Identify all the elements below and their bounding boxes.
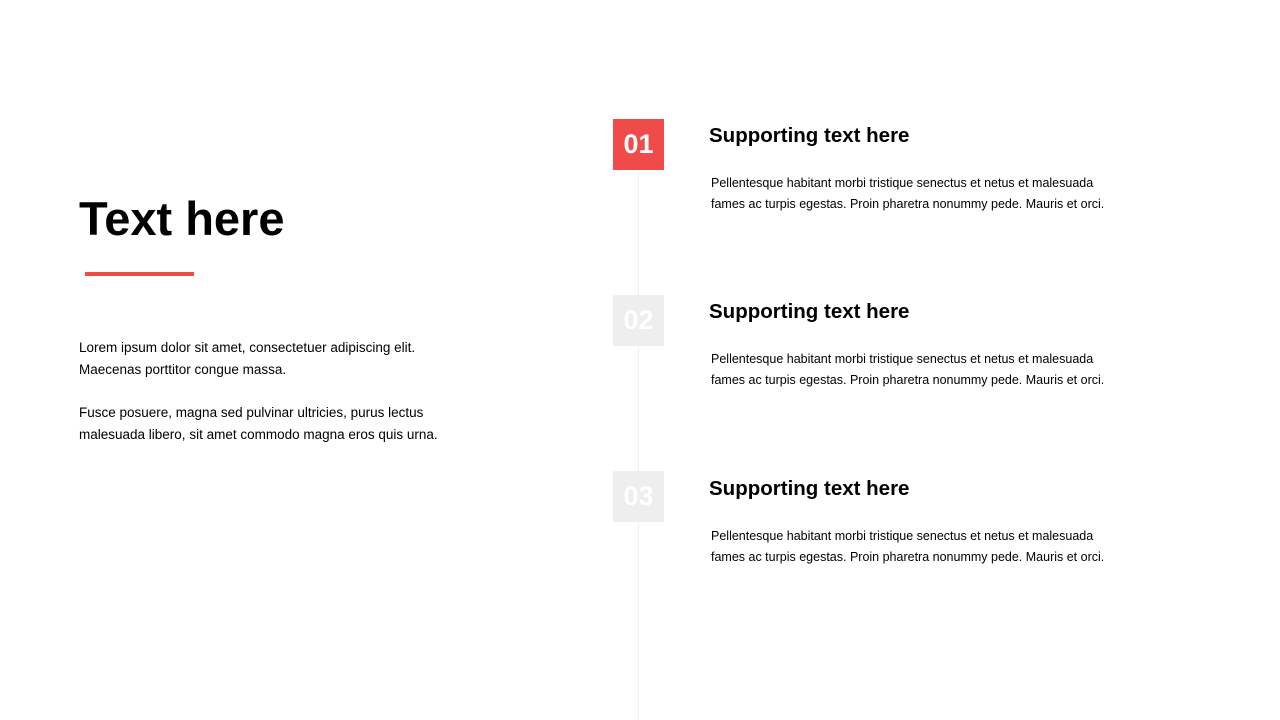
step-1-number-badge: 01 <box>613 119 664 170</box>
title-underline <box>85 272 194 276</box>
intro-paragraph-2: Fusce posuere, magna sed pulvinar ultricies, purus lectus malesuada libero, sit amet commodo magna eros quis urna. <box>79 405 438 442</box>
step-3-heading: Supporting text here <box>709 477 910 500</box>
step-2-number-badge: 02 <box>613 295 664 346</box>
step-1-description: Pellentesque habitant morbi tristique senectus et netus et malesuada fames ac turpis egestas. Proin pharetra nonummy pede. Mauris et orci. <box>711 176 1105 211</box>
slide-title: Text here <box>79 192 285 245</box>
step-2-heading: Supporting text here <box>709 300 910 323</box>
step-1-heading: Supporting text here <box>709 124 910 147</box>
step-3-description: Pellentesque habitant morbi tristique senectus et netus et malesuada fames ac turpis egestas. Proin pharetra nonummy pede. Mauris et orci. <box>711 529 1105 564</box>
step-3-number-badge: 03 <box>613 471 664 522</box>
timeline-line <box>638 172 639 720</box>
intro-paragraph-1: Lorem ipsum dolor sit amet, consectetuer adipiscing elit. Maecenas porttitor congue massa. <box>79 340 416 377</box>
step-2-description: Pellentesque habitant morbi tristique senectus et netus et malesuada fames ac turpis egestas. Proin pharetra nonummy pede. Mauris et orci. <box>711 352 1105 387</box>
